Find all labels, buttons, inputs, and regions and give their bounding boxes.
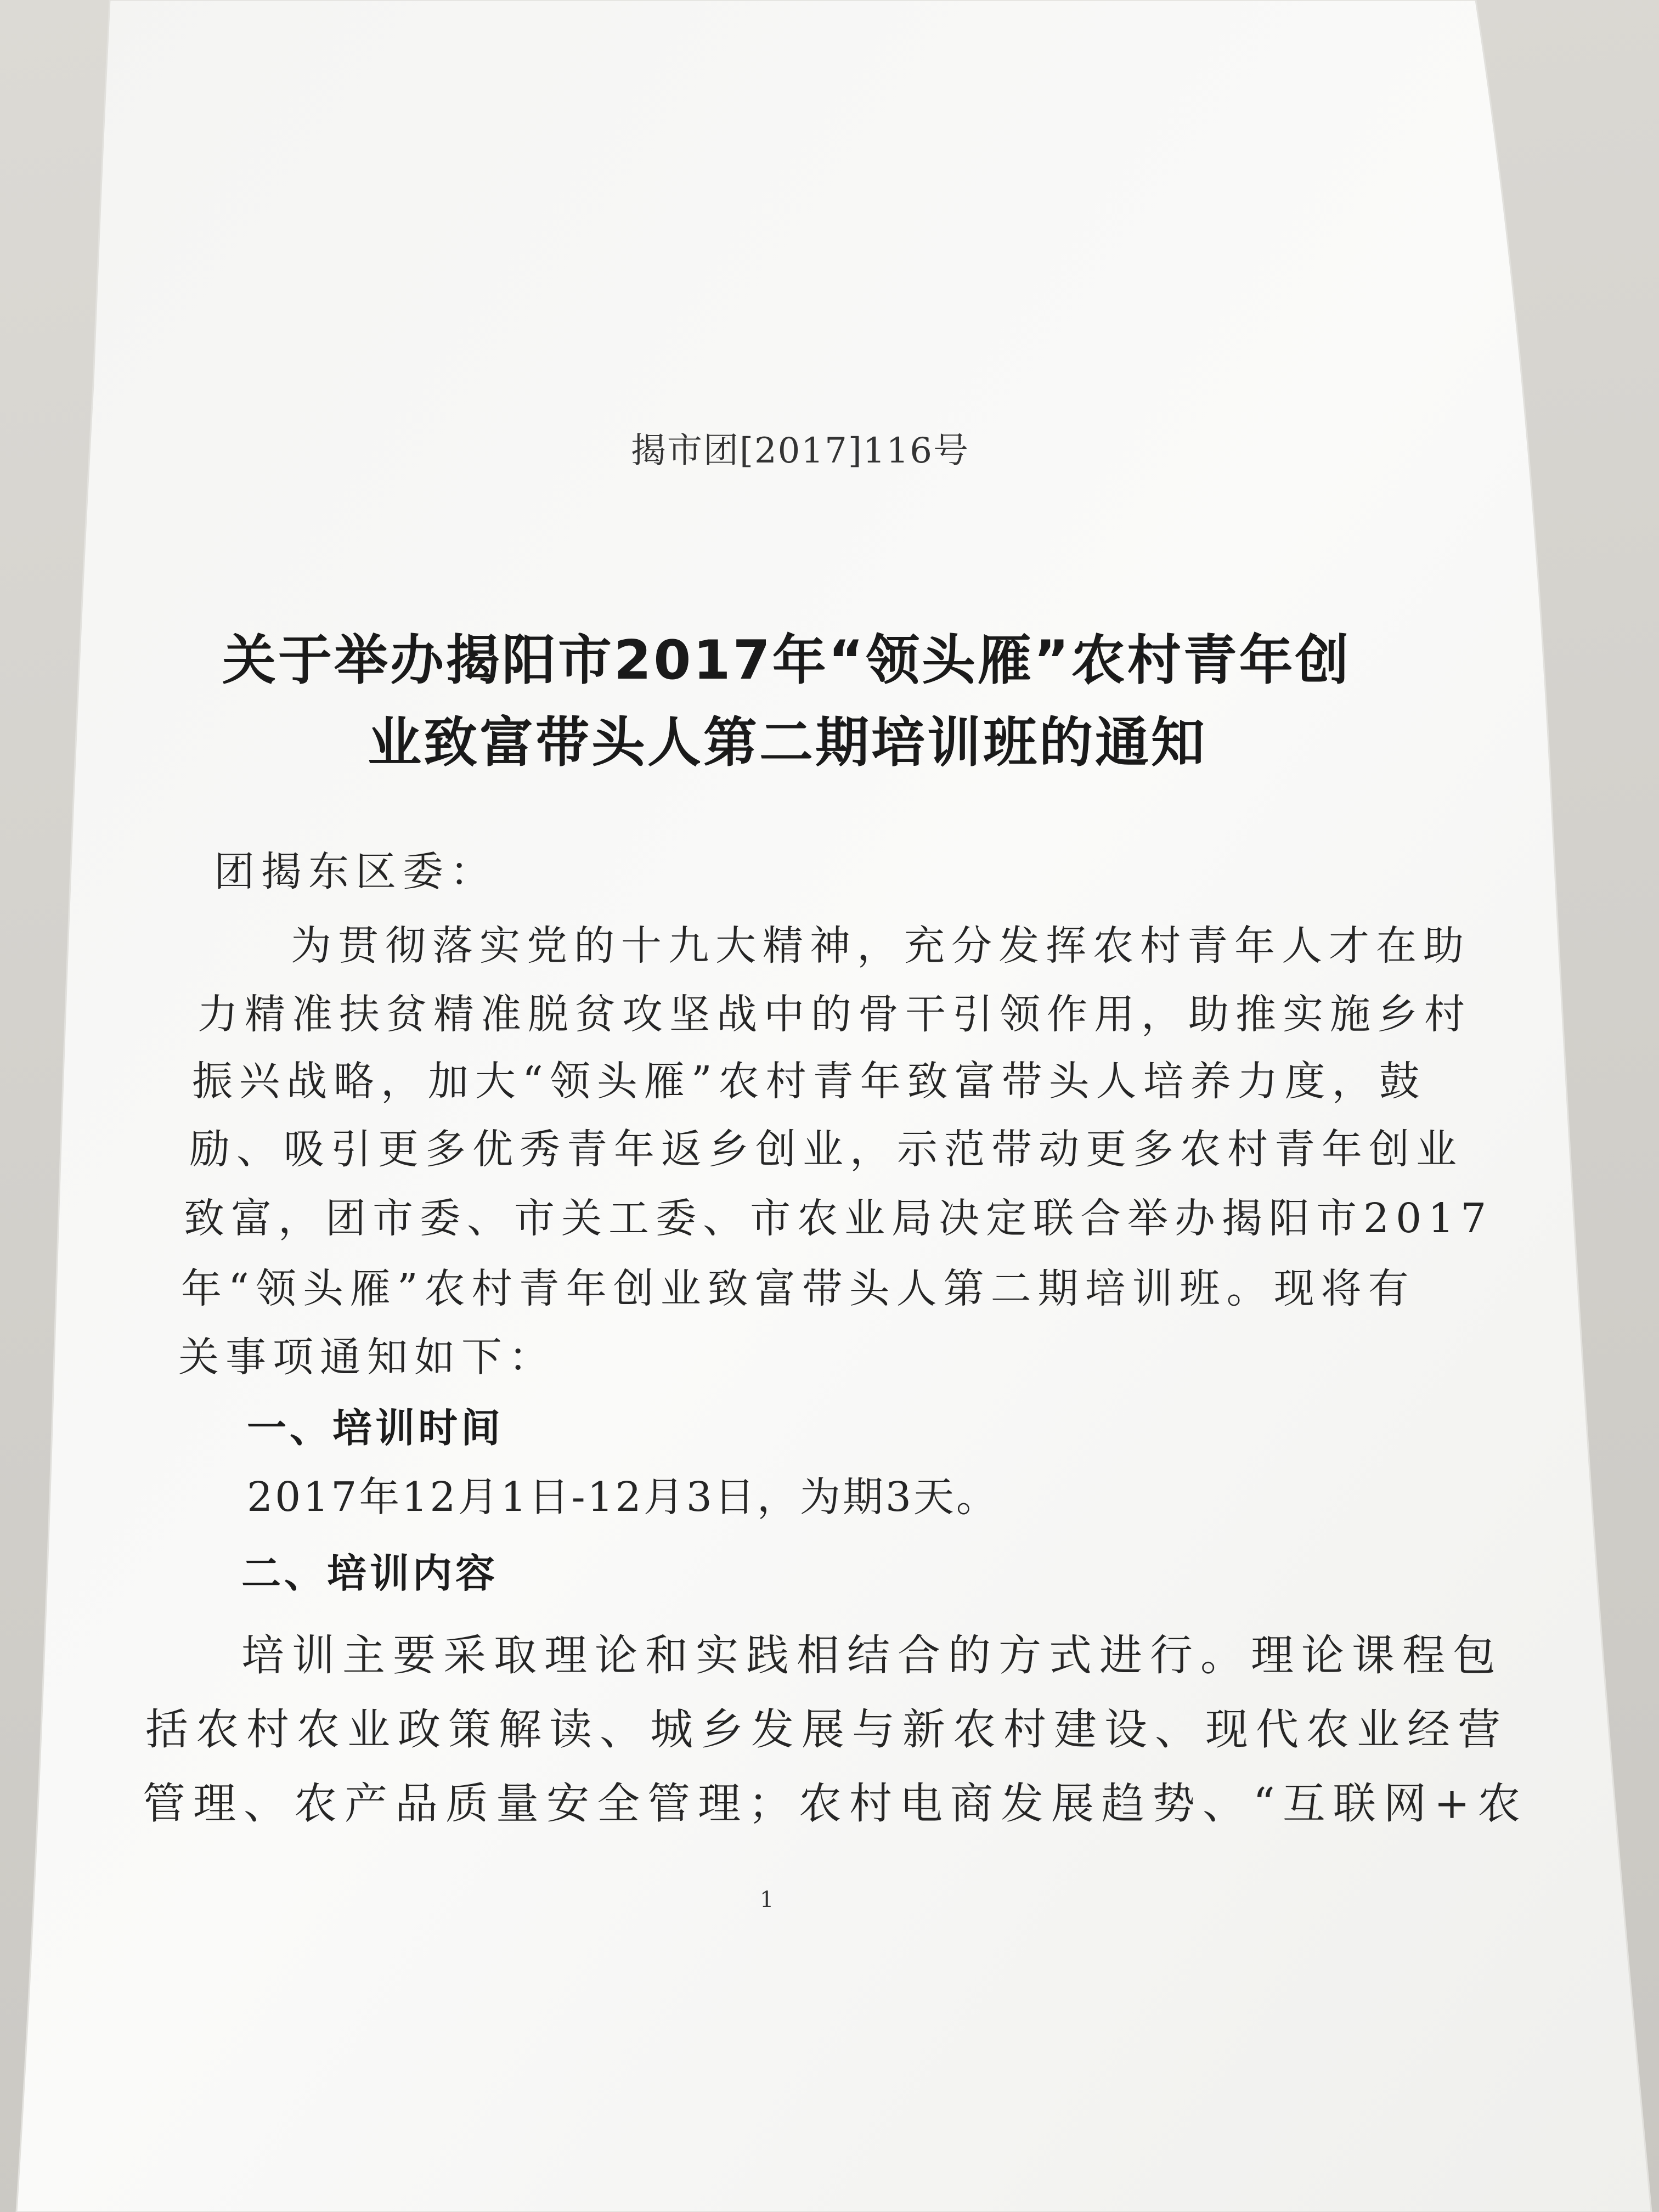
section-2-line: 培训主要采取理论和实践相结合的方式进行。理论课程包 xyxy=(241,1631,1504,1680)
intro-line: 年“领头雁”农村青年创业致富带头人第二期培训班。现将有 xyxy=(181,1265,1415,1312)
section-1-text: 2017年12月1日-12月3日，为期3天。 xyxy=(247,1474,999,1521)
document-number: 揭市团[2017]116号 xyxy=(631,431,969,471)
page-number: 1 xyxy=(760,1887,774,1912)
section-1-heading: 一、培训时间 xyxy=(247,1405,504,1451)
section-2-line: 括农村农业政策解读、城乡发展与新农村建设、现代农业经营 xyxy=(145,1705,1509,1754)
intro-line: 励、吸引更多优秀青年返乡创业，示范带动更多农村青年创业 xyxy=(189,1126,1463,1173)
document-title-line-1: 关于举办揭阳市2017年“领头雁”农村青年创 xyxy=(222,629,1351,692)
intro-line: 致富，团市委、市关工委、市农业局决定联合举办揭阳市2017 xyxy=(184,1195,1493,1242)
intro-line: 力精准扶贫精准脱贫攻坚战中的骨干引领作用，助推实施乡村 xyxy=(198,991,1471,1038)
intro-line: 关事项通知如下： xyxy=(178,1334,556,1381)
salutation: 团揭东区委： xyxy=(214,848,497,895)
intro-line: 为贯彻落实党的十九大精神，充分发挥农村青年人才在助 xyxy=(291,922,1470,969)
document-title-line-2: 业致富带头人第二期培训班的通知 xyxy=(368,712,1207,774)
intro-line: 振兴战略，加大“领头雁”农村青年致富带头人培养力度，鼓 xyxy=(192,1058,1426,1105)
section-2-line: 管理、农产品质量安全管理；农村电商发展趋势、“互联网+农 xyxy=(143,1779,1528,1829)
section-2-heading: 二、培训内容 xyxy=(241,1550,499,1596)
